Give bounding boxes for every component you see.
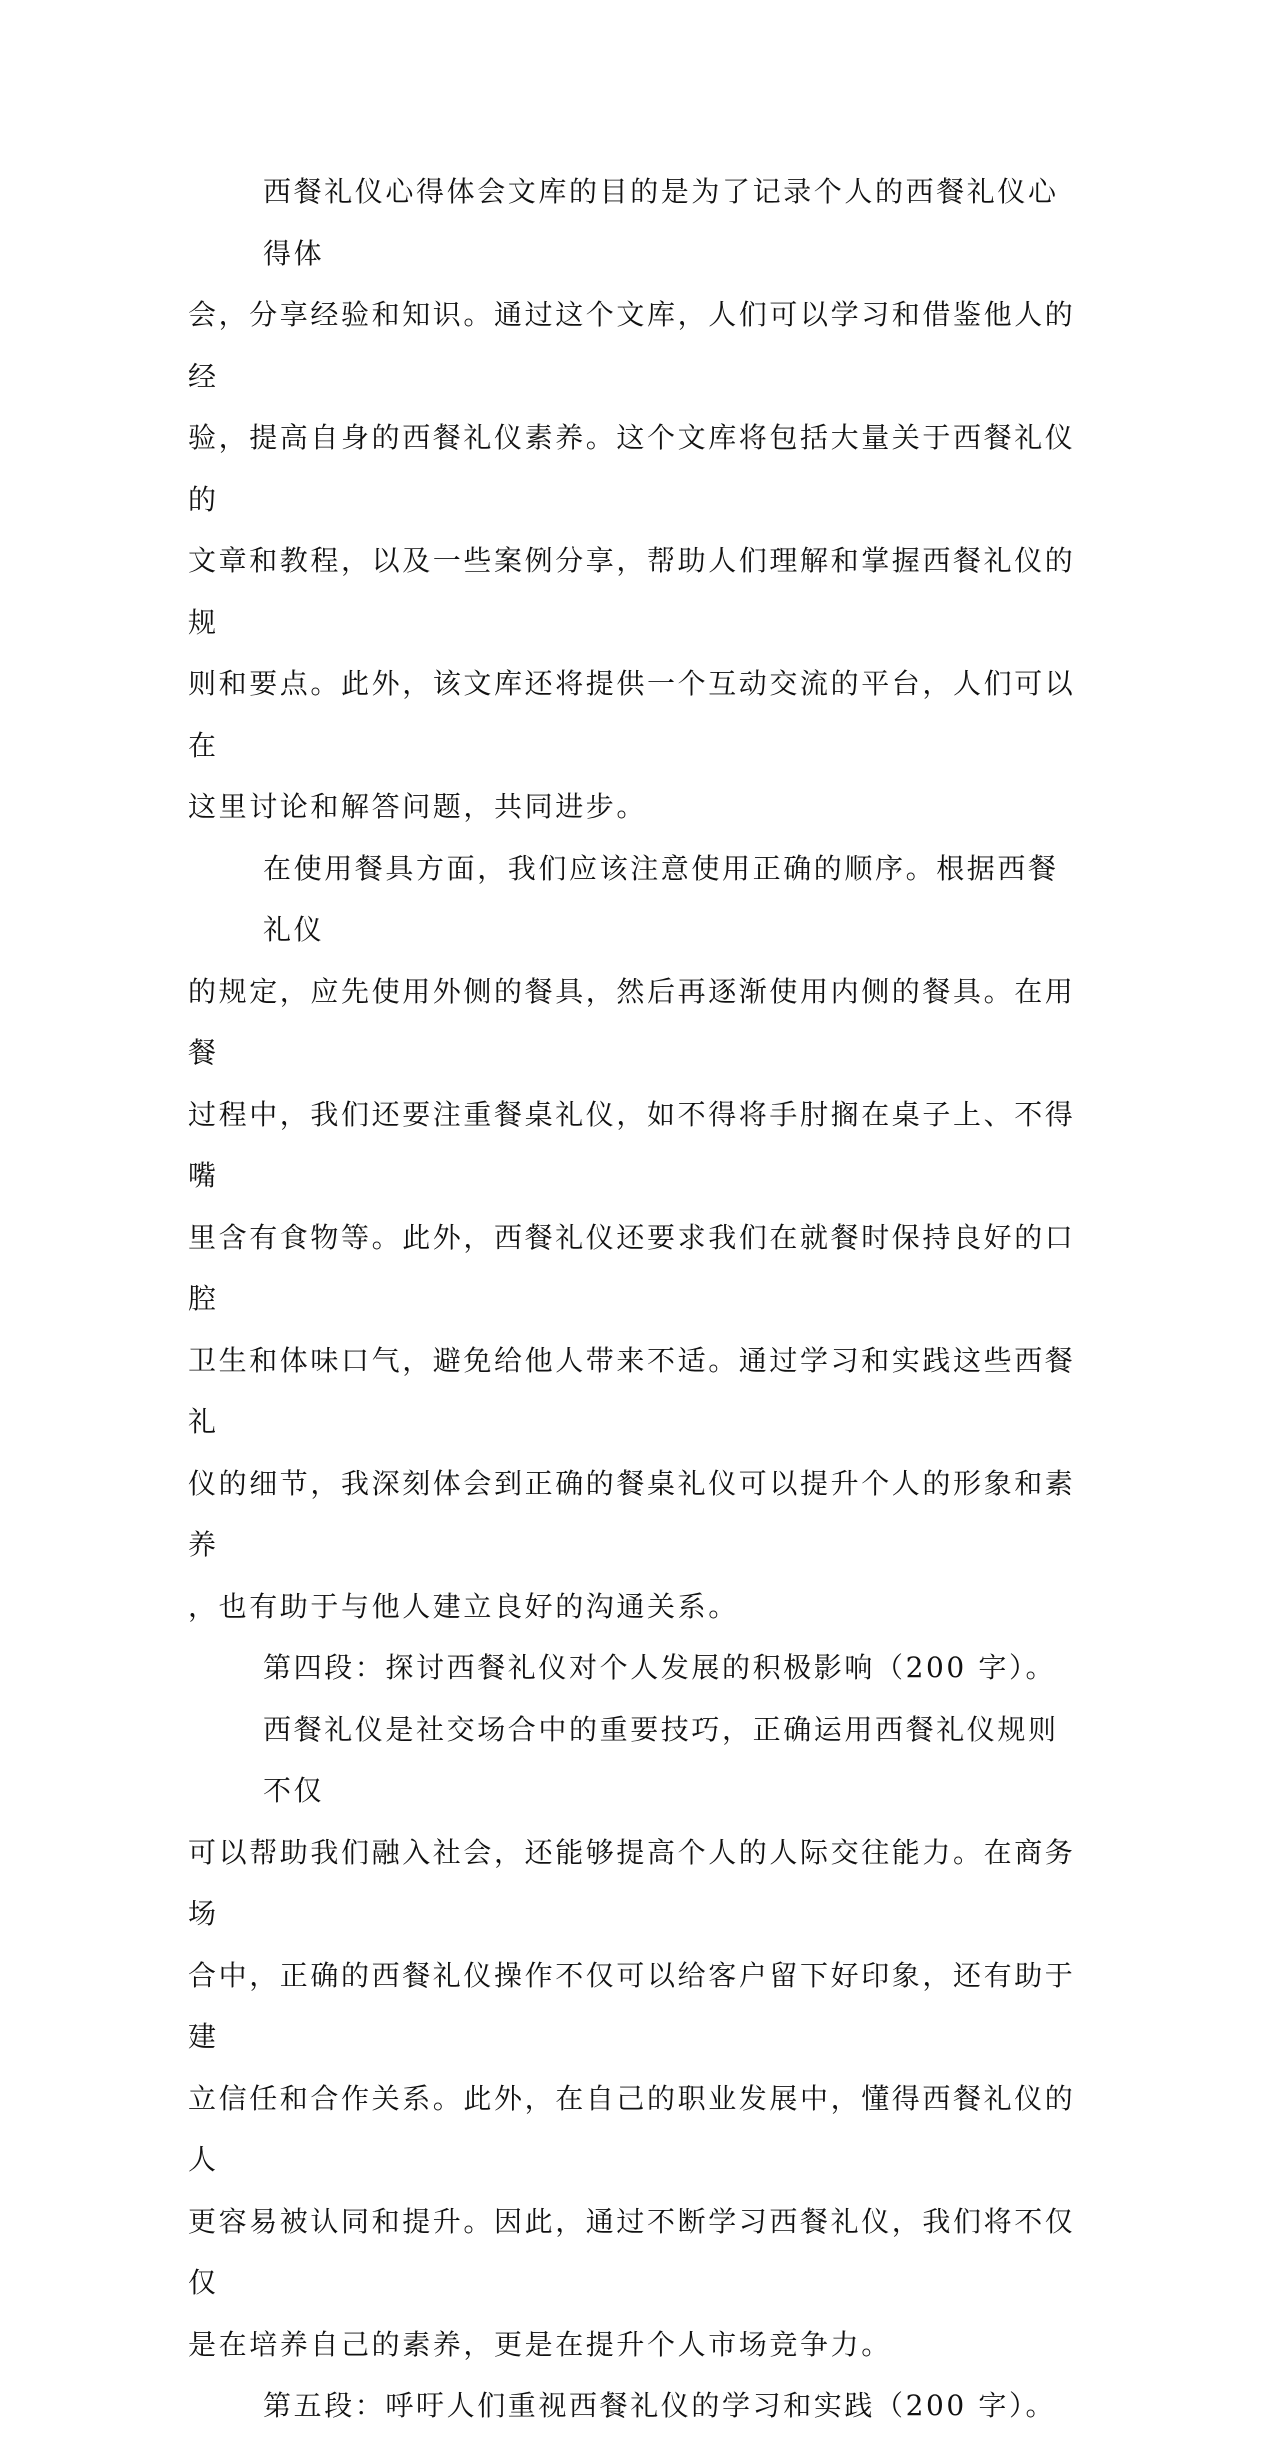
section-heading: 第五段：呼吁人们重视西餐礼仪的学习和实践（200 字）。 [263,2389,1057,2422]
text-line: 西餐礼仪心得体会文库的目的是为了记录个人的西餐礼仪心得体 [263,175,1059,270]
section-heading-4 [188,1637,1088,1699]
text-line: 则和要点。此外，该文库还将提供一个互动交流的平台，人们可以在 [188,667,1076,762]
section-heading-5 [188,2375,1088,2437]
section-heading: 第四段：探讨西餐礼仪对个人发展的积极影响（200 字）。 [263,1651,1057,1684]
text-line: ，也有助于与他人建立良好的沟通关系。 [188,1589,739,1623]
text-line: 里含有食物等。此外，西餐礼仪还要求我们在就餐时保持良好的口腔 [188,1220,1076,1315]
text-line: 仪的细节，我深刻体会到正确的餐桌礼仪可以提升个人的形象和素养 [188,1466,1076,1561]
text-line: 文章和教程，以及一些案例分享，帮助人们理解和掌握西餐礼仪的规 [188,544,1076,639]
paragraph-intro [188,161,1088,838]
text-line: 卫生和体味口气，避免给他人带来不适。通过学习和实践这些西餐礼 [188,1343,1076,1438]
text-line: 的规定，应先使用外侧的餐具，然后再逐渐使用内侧的餐具。在用餐 [188,974,1076,1069]
text-line: 更容易被认同和提升。因此，通过不断学习西餐礼仪，我们将不仅仅 [188,2204,1076,2299]
paragraph-development [188,1699,1088,2376]
text-line: 验，提高自身的西餐礼仪素养。这个文库将包括大量关于西餐礼仪的 [188,421,1076,516]
text-line: 可以帮助我们融入社会，还能够提高个人的人际交往能力。在商务场 [188,1835,1076,1930]
text-line: 立信任和合作关系。此外，在自己的职业发展中，懂得西餐礼仪的人 [188,2081,1076,2176]
document-body [188,161,1088,2437]
text-line: 合中，正确的西餐礼仪操作不仅可以给客户留下好印象，还有助于建 [188,1958,1076,2053]
text-line: 是在培养自己的素养，更是在提升个人市场竞争力。 [188,2327,892,2361]
text-line: 这里讨论和解答问题，共同进步。 [188,790,648,823]
text-line: 西餐礼仪是社交场合中的重要技巧，正确运用西餐礼仪规则不仅 [263,1712,1059,1807]
paragraph-tableware [188,838,1088,1638]
text-line: 会，分享经验和知识。通过这个文库，人们可以学习和借鉴他人的经 [188,298,1076,393]
text-line: 过程中，我们还要注重餐桌礼仪，如不得将手肘搁在桌子上、不得嘴 [188,1097,1076,1192]
text-line: 在使用餐具方面，我们应该注意使用正确的顺序。根据西餐礼仪 [263,851,1059,946]
